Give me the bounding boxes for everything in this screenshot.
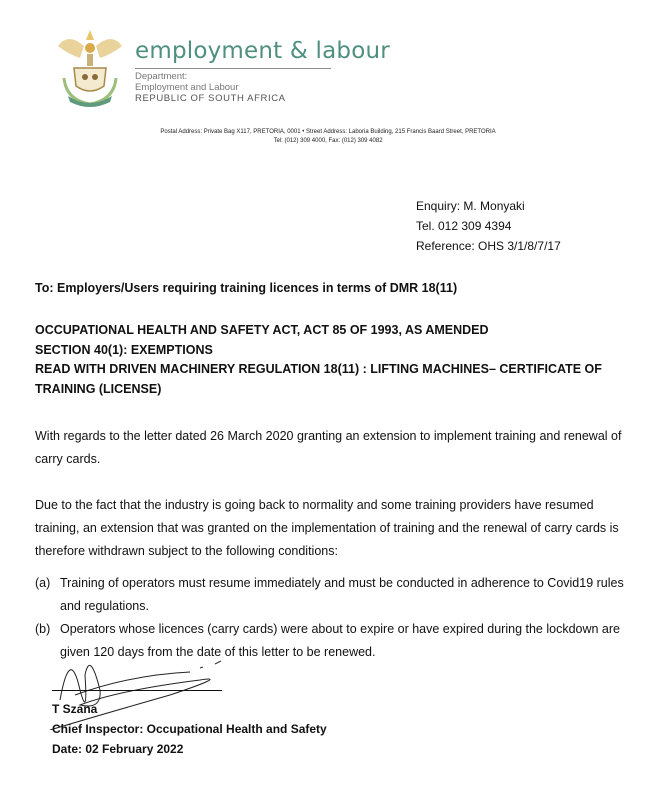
signatory-title: Chief Inspector: Occupational Health and Safety xyxy=(52,722,327,736)
heading-regulation: READ WITH DRIVEN MACHINERY REGULATION 18(11) : LIFTING MACHINES– CERTIFICATE OF TRAINING (LICENSE) xyxy=(35,362,602,396)
brand-divider xyxy=(135,68,331,69)
reference-number: Reference: OHS 3/1/8/7/17 xyxy=(416,239,561,253)
signatory-name: T Szana xyxy=(52,702,98,716)
tel-fax: Tel: (012) 309 4000, Fax: (012) 309 4082 xyxy=(273,138,383,144)
department-brand-name: employment & labour xyxy=(135,38,390,64)
enquiry-tel: Tel. 012 309 4394 xyxy=(416,219,512,233)
contact-address xyxy=(0,128,656,146)
department-name: Employment and Labour xyxy=(135,82,239,93)
country-name: REPUBLIC OF SOUTH AFRICA xyxy=(135,93,286,104)
department-label: Department: xyxy=(135,71,188,82)
heading-act: OCCUPATIONAL HEALTH AND SAFETY ACT, ACT 85 OF 1993, AS AMENDED xyxy=(35,323,489,337)
heading-section: SECTION 40(1): EXEMPTIONS xyxy=(35,342,213,357)
department-info xyxy=(135,71,286,104)
letter-heading xyxy=(35,321,635,399)
letter-date: Date: 02 February 2022 xyxy=(52,742,184,756)
condition-label: (a) xyxy=(35,576,51,590)
body-paragraph-2: Due to the fact that the industry is going back to normality and some training providers have resumed training, an extension that was granted on the implementation of training and the renewal of carry cards is therefore withdrawn subject to the following conditions: xyxy=(35,498,619,558)
condition-text: Training of operators must resume immediately and must be conducted in adherence to Covid19 rules and regulations. xyxy=(60,576,624,613)
signature-line xyxy=(52,690,222,691)
reference-block xyxy=(416,196,561,256)
condition-item xyxy=(35,572,635,618)
body-paragraph-1: With regards to the letter dated 26 March 2020 granting an extension to implement training and renewal of carry cards. xyxy=(35,429,622,466)
addressee: To: Employers/Users requiring training licences in terms of DMR 18(11) xyxy=(35,281,458,295)
coat-of-arms-logo xyxy=(50,24,130,110)
condition-label: (b) xyxy=(35,622,51,636)
condition-text: Operators whose licences (carry cards) were about to expire or have expired during the lockdown are given 120 days from the date of this letter to be renewed. xyxy=(60,622,620,659)
enquiry: Enquiry: M. Monyaki xyxy=(416,199,525,213)
postal-address: Postal Address: Private Bag X117, PRETORIA, 0001 • Street Address: Laboria Building, 215 Francis Baard Street, PRETORIA xyxy=(160,129,496,135)
